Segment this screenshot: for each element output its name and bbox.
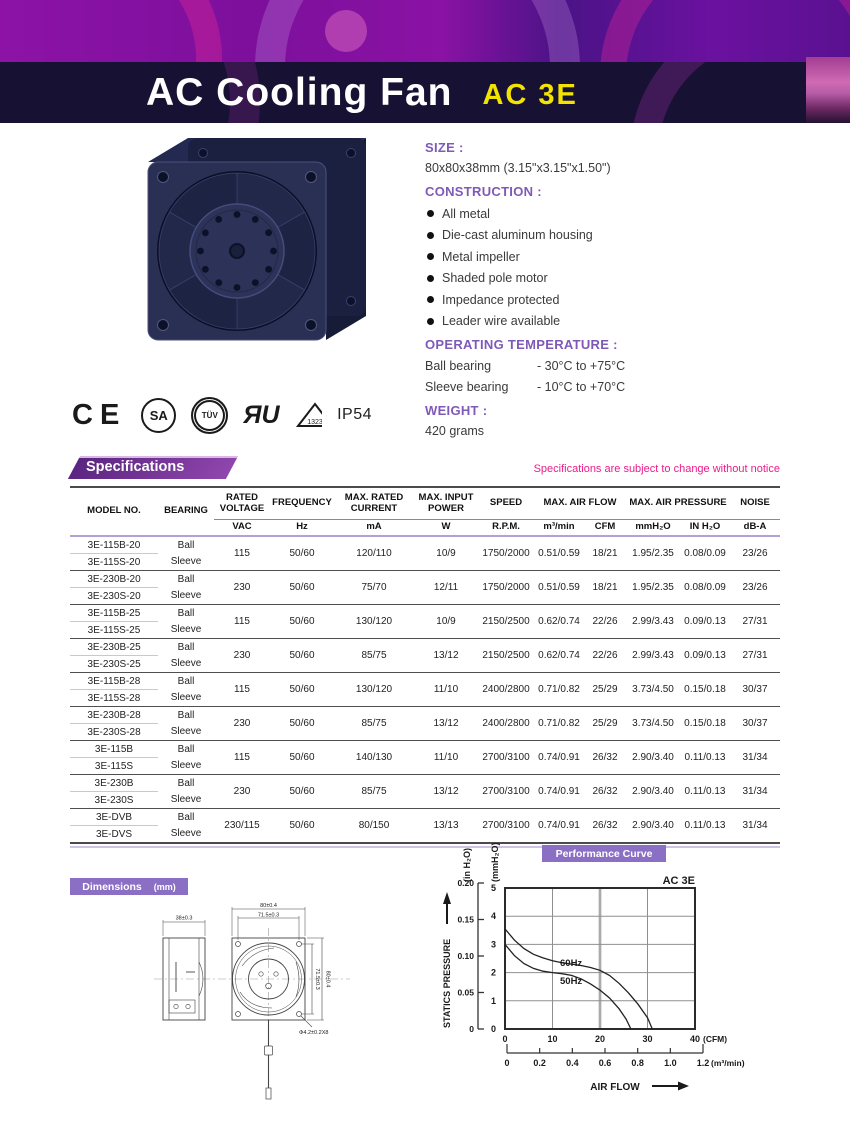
- spec-value-cell: 2.99/3.43: [626, 605, 680, 639]
- bearing-cell: Ball: [158, 741, 214, 758]
- col-header: BEARING: [164, 505, 208, 517]
- svg-text:1323: 1323: [306, 419, 323, 426]
- decor-ring: [0, 0, 222, 62]
- size-heading: SIZE :: [425, 140, 464, 155]
- spec-value-cell: 0.62/0.74: [534, 605, 584, 639]
- secondary-y-tick-label: 0.15: [457, 914, 474, 925]
- dimensions-banner-label: Dimensions: [82, 880, 142, 893]
- secondary-y-tick-label: 0.20: [457, 878, 474, 888]
- spec-value-cell: 50/60: [270, 741, 334, 775]
- dimensions-unit-note: (mm): [153, 881, 176, 892]
- spec-value-cell: 85/75: [334, 639, 414, 673]
- spec-value-cell: 1.95/2.35: [632, 548, 674, 559]
- secondary-x-tick-label: 1.2: [696, 1058, 710, 1068]
- model-cell: 3E-230B-25: [70, 639, 158, 656]
- spec-value-cell: 140/130: [334, 741, 414, 775]
- spec-value-cell: 2700/3100: [478, 775, 534, 809]
- spec-value-cell: 18/21: [584, 571, 626, 605]
- spec-value-cell: 230/115: [214, 809, 270, 844]
- x-axis-tick-label: 20: [594, 1034, 606, 1044]
- spec-value-cell: 50/60: [270, 673, 334, 707]
- bearing-cell: Sleeve: [170, 556, 202, 568]
- unit-header: W: [441, 521, 451, 533]
- spec-value-cell: 0.11/0.13: [680, 809, 730, 844]
- hub-rivet: [202, 229, 209, 236]
- bearing-cell: Ball: [158, 707, 214, 724]
- col-header: FREQUENCY: [270, 487, 334, 520]
- bearing-cell: Sleeve: [170, 692, 202, 704]
- header-decor-band: [0, 0, 850, 62]
- col-header: MAX. RATED CURRENT: [334, 487, 414, 520]
- model-cell: 3E-115S-20: [87, 556, 141, 568]
- dim-height-label: 80±0.4: [324, 970, 331, 988]
- bearing-cell: Sleeve: [170, 794, 202, 806]
- hub-rivet: [234, 211, 241, 218]
- spec-value-cell: 23/26: [730, 571, 780, 605]
- hub-rivet: [252, 216, 259, 223]
- bearing-cell: Sleeve: [170, 658, 202, 670]
- decor-dot: [325, 10, 367, 52]
- spec-value-cell: 115: [214, 673, 270, 707]
- construction-item: Die-cast aluminum housing: [425, 228, 795, 242]
- hub-rivet: [265, 266, 272, 273]
- model-cell: 3E-115B: [70, 741, 158, 758]
- y-axis-tick-label: 0: [490, 1024, 496, 1034]
- model-cell: 3E-230B: [70, 775, 158, 792]
- col-header: MODEL NO.: [87, 505, 141, 517]
- spec-value-cell: 11/10: [414, 741, 478, 775]
- x-axis-primary-unit: (CFM): [703, 1034, 728, 1044]
- spec-value-cell: 2150/2500: [478, 639, 534, 673]
- spec-value-cell: 26/32: [584, 809, 626, 844]
- col-header: MAX. AIR PRESSURE: [626, 487, 730, 520]
- tuv-mark-icon: TÜV: [191, 397, 228, 434]
- spec-value-cell: 230: [214, 775, 270, 809]
- spec-value-cell: 0.15/0.18: [680, 673, 730, 707]
- spec-value-cell: 18/21: [592, 548, 618, 559]
- spec-value-cell: 0.51/0.59: [538, 548, 580, 559]
- spec-value-cell: 27/31: [730, 605, 780, 639]
- spec-value-cell: 130/120: [334, 605, 414, 639]
- spec-value-cell: 0.09/0.13: [680, 605, 730, 639]
- spec-value-cell: 0.62/0.74: [534, 639, 584, 673]
- y-axis-tick-label: 2: [490, 967, 496, 978]
- x-axis-arrow-head: [678, 1082, 689, 1091]
- spec-value-cell: 2.90/3.40: [626, 775, 680, 809]
- table-header: [70, 487, 780, 536]
- construction-item: Metal impeller: [425, 250, 795, 264]
- col-header: SPEED: [478, 487, 534, 520]
- spec-value-cell: 13/12: [414, 707, 478, 741]
- spec-value-cell: 31/34: [730, 741, 780, 775]
- spec-value-cell: 1750/2000: [482, 548, 530, 559]
- unit-header: CFM: [594, 521, 616, 533]
- dim-hole-pitch-v-label: 71.5±0.3: [314, 968, 320, 990]
- spec-row: [70, 639, 780, 656]
- unit-header: Hz: [296, 521, 308, 533]
- hub-rivet: [234, 284, 241, 291]
- bearing-cell: Sleeve: [170, 590, 202, 602]
- spec-row: [70, 536, 780, 554]
- construction-list: [425, 207, 795, 329]
- secondary-y-tick-label: 0.10: [457, 951, 474, 961]
- dim-hole-pitch-label: 71.5±0.3: [257, 912, 280, 919]
- spec-value-cell: 0.11/0.13: [680, 775, 730, 809]
- y-axis-tick-label: 4: [490, 911, 496, 922]
- construction-item: All metal: [425, 207, 795, 221]
- bearing-cell: Ball: [158, 605, 214, 622]
- temperature-range: - 10°C to +70°C: [537, 380, 626, 394]
- bearing-cell: Sleeve: [170, 726, 202, 738]
- bearing-type-label: Ball bearing: [425, 359, 492, 373]
- triangle-1323-icon: [295, 401, 323, 429]
- spec-value-cell: 3.73/4.50: [626, 673, 680, 707]
- spec-value-cell: 2.99/3.43: [626, 639, 680, 673]
- model-cell: 3E-115B-25: [70, 605, 158, 622]
- temperature-row: [425, 359, 795, 373]
- spec-row: [70, 707, 780, 724]
- secondary-x-tick-label: 0.4: [566, 1058, 579, 1068]
- bearing-cell: Ball: [177, 539, 195, 551]
- unit-header: mA: [366, 521, 382, 533]
- spec-value-cell: 11/10: [414, 673, 478, 707]
- secondary-x-tick-label: 0: [504, 1058, 510, 1068]
- spec-value-cell: 85/75: [334, 707, 414, 741]
- spec-value-cell: 50/60: [270, 707, 334, 741]
- spec-value-cell: 0.71/0.82: [534, 707, 584, 741]
- spec-value-cell: 12/11: [414, 571, 478, 605]
- spec-value-cell: 50/60: [289, 548, 315, 559]
- bearing-cell: Ball: [158, 571, 214, 588]
- spec-value-cell: 0.09/0.13: [680, 639, 730, 673]
- spec-value-cell: 13/13: [414, 809, 478, 844]
- spec-value-cell: 230: [214, 571, 270, 605]
- spec-value-cell: 230: [214, 639, 270, 673]
- spec-value-cell: 30/37: [730, 673, 780, 707]
- y-axis-primary-unit: (mmH₂O): [490, 842, 500, 882]
- secondary-y-tick-label: 0: [469, 1024, 474, 1034]
- x-axis-title: AIR FLOW: [590, 1082, 640, 1093]
- spec-value-cell: 31/34: [730, 775, 780, 809]
- spec-value-cell: 0.08/0.09: [684, 548, 726, 559]
- bearing-cell: Ball: [158, 639, 214, 656]
- bearing-type-label: Sleeve bearing: [425, 380, 509, 394]
- spec-change-notice: Specifications are subject to change without notice: [533, 463, 780, 475]
- model-cell: 3E-230B-28: [70, 707, 158, 724]
- construction-heading: CONSTRUCTION :: [425, 184, 542, 199]
- unit-header: VAC: [232, 521, 252, 533]
- construction-item: Shaded pole motor: [425, 271, 795, 285]
- hub-rivet: [252, 279, 259, 286]
- x-axis-tick-label: 30: [642, 1034, 653, 1044]
- col-header: MAX. INPUT POWER: [414, 487, 478, 520]
- weight-heading: WEIGHT :: [425, 403, 488, 418]
- spec-value-cell: 23/26: [742, 548, 768, 559]
- x-axis-tick-label: 40: [689, 1034, 701, 1044]
- spec-value-cell: 2.90/3.40: [626, 809, 680, 844]
- spec-value-cell: 0.15/0.18: [680, 707, 730, 741]
- construction-item: Leader wire available: [425, 314, 795, 328]
- hub-rivet: [215, 279, 222, 286]
- decor-ring: [600, 0, 850, 62]
- spec-value-cell: 50/60: [270, 809, 334, 844]
- model-cell: 3E-115B-28: [70, 673, 158, 690]
- model-cell: 3E-230S-28: [87, 726, 141, 738]
- bearing-cell: Sleeve: [170, 828, 202, 840]
- specifications-banner: [74, 456, 232, 479]
- size-value: 80x80x38mm (3.15"x3.15"x1.50"): [425, 161, 611, 175]
- table-body: [70, 536, 780, 843]
- chart-title: AC 3E: [662, 875, 695, 887]
- hub-rivet: [202, 266, 209, 273]
- model-cell: 3E-230S-25: [87, 658, 141, 670]
- dimension-drawing: [150, 900, 365, 1120]
- spec-value-cell: 13/12: [414, 775, 478, 809]
- bearing-cell: Ball: [158, 809, 214, 826]
- spec-value-cell: 0.51/0.59: [534, 571, 584, 605]
- spec-value-cell: 0.74/0.91: [534, 809, 584, 844]
- spec-value-cell: 0.74/0.91: [534, 741, 584, 775]
- spec-value-cell: 31/34: [730, 809, 780, 844]
- secondary-x-tick-label: 0.8: [631, 1058, 644, 1068]
- x-axis-tick-label: 0: [502, 1034, 508, 1044]
- spec-value-cell: 2150/2500: [478, 605, 534, 639]
- product-photo: [136, 132, 421, 347]
- y-axis-tick-label: 3: [490, 939, 496, 950]
- product-info: [425, 140, 795, 438]
- specifications-table-wrap: [70, 486, 780, 848]
- series-label: 60Hz: [560, 958, 583, 969]
- model-cell: 3E-115S: [94, 760, 134, 772]
- spec-value-cell: 50/60: [270, 775, 334, 809]
- spec-row: [70, 605, 780, 622]
- x-axis-tick-label: 10: [547, 1034, 558, 1044]
- col-header: NOISE: [730, 487, 780, 520]
- unit-header: IN H₂O: [689, 521, 721, 533]
- secondary-x-tick-label: 0.6: [598, 1058, 612, 1068]
- bearing-cell: Ball: [158, 775, 214, 792]
- spec-value-cell: 13/12: [414, 639, 478, 673]
- operating-temperature-heading: OPERATING TEMPERATURE :: [425, 337, 618, 352]
- hub-rivet: [215, 216, 222, 223]
- csa-mark-icon: SA: [141, 398, 176, 433]
- dim-width-label: 80±0.4: [260, 903, 277, 909]
- spec-value-cell: 75/70: [334, 571, 414, 605]
- spec-value-cell: 230: [214, 707, 270, 741]
- spec-value-cell: 0.08/0.09: [680, 571, 730, 605]
- spec-value-cell: 1750/2000: [478, 571, 534, 605]
- model-cell: 3E-115S-28: [87, 692, 141, 704]
- spec-value-cell: 10/9: [436, 548, 456, 559]
- unit-header: R.P.M.: [492, 521, 520, 533]
- spec-value-cell: 0.74/0.91: [534, 775, 584, 809]
- weight-value: 420 grams: [425, 424, 485, 438]
- spec-value-cell: 2400/2800: [478, 673, 534, 707]
- hub-rivet: [197, 248, 204, 255]
- specifications-banner-label: Specifications: [86, 459, 185, 475]
- dim-mounting-hole-label: Φ4.2±0.2X8: [299, 1030, 329, 1036]
- y-axis-tick-label: 5: [490, 883, 496, 893]
- model-cell: 3E-230B-20: [70, 571, 158, 588]
- x-axis-secondary-unit: (m³/min): [711, 1058, 745, 1068]
- spec-value-cell: 2700/3100: [478, 741, 534, 775]
- spec-value-cell: 85/75: [334, 775, 414, 809]
- col-header: MAX. AIR FLOW: [534, 487, 626, 520]
- decor-ring: [255, 0, 580, 62]
- spec-value-cell: 27/31: [730, 639, 780, 673]
- temperature-range: - 30°C to +75°C: [537, 359, 626, 373]
- dim-depth-label: 38±0.3: [175, 915, 193, 922]
- spec-value-cell: 115: [234, 548, 250, 559]
- specifications-table: [70, 486, 780, 844]
- y-axis-title: STATICS PRESSURE: [442, 938, 452, 1028]
- spec-row: [70, 741, 780, 758]
- spec-value-cell: 26/32: [584, 741, 626, 775]
- spec-value-cell: 2700/3100: [478, 809, 534, 844]
- spec-value-cell: 22/26: [584, 639, 626, 673]
- unit-header: dB-A: [743, 521, 767, 533]
- spec-value-cell: 130/120: [334, 673, 414, 707]
- spec-value-cell: 2.90/3.40: [626, 741, 680, 775]
- ip-rating: IP54: [337, 406, 372, 423]
- series-code: AC 3E: [482, 79, 578, 111]
- temperature-row: [425, 380, 795, 394]
- spec-value-cell: 50/60: [270, 605, 334, 639]
- construction-item: Impedance protected: [425, 293, 795, 307]
- certification-marks: [72, 393, 372, 437]
- page-title: AC Cooling Fan: [146, 70, 453, 114]
- spec-value-cell: 22/26: [584, 605, 626, 639]
- model-cell: 3E-DVS: [95, 828, 133, 840]
- spec-value-cell: 115: [214, 605, 270, 639]
- unit-header: m³/min: [543, 521, 575, 533]
- model-cell: 3E-115B-20: [70, 536, 158, 554]
- ul-mark-icon: ЯU: [243, 400, 280, 429]
- ce-mark-icon: CE: [72, 398, 127, 431]
- bearing-cell: Ball: [158, 673, 214, 690]
- performance-curve-chart: [430, 842, 850, 1112]
- spec-value-cell: 26/32: [584, 775, 626, 809]
- hub-rivet: [270, 248, 277, 255]
- spec-value-cell: 0.71/0.82: [534, 673, 584, 707]
- spec-value-cell: 30/37: [730, 707, 780, 741]
- dimensions-banner: [70, 878, 188, 895]
- col-header: RATED VOLTAGE: [214, 487, 270, 520]
- spec-row: [70, 673, 780, 690]
- performance-curve-banner-label: Performance Curve: [555, 847, 653, 860]
- bearing-cell: Sleeve: [170, 760, 202, 772]
- spec-value-cell: 25/29: [584, 707, 626, 741]
- secondary-y-tick-label: 0.05: [457, 987, 474, 998]
- spec-value-cell: 115: [214, 741, 270, 775]
- spec-row: [70, 775, 780, 792]
- decor-photo-strip: [806, 57, 850, 123]
- y-axis-arrow-head: [443, 892, 451, 904]
- model-cell: 3E-230S: [94, 794, 134, 806]
- model-cell: 3E-DVB: [70, 809, 158, 826]
- hub-rivet: [265, 229, 272, 236]
- secondary-x-tick-label: 0.2: [533, 1058, 546, 1068]
- y-axis-tick-label: 1: [490, 995, 496, 1006]
- spec-value-cell: 120/110: [356, 548, 392, 559]
- spec-value-cell: 50/60: [270, 571, 334, 605]
- spec-row: [70, 809, 780, 826]
- model-cell: 3E-115S-25: [87, 624, 141, 636]
- spec-value-cell: 10/9: [414, 605, 478, 639]
- model-cell: 3E-230S-20: [87, 590, 141, 602]
- spec-value-cell: 50/60: [270, 639, 334, 673]
- y-axis-secondary-unit: (in H₂O): [462, 848, 472, 882]
- bearing-cell: Sleeve: [170, 624, 202, 636]
- spec-value-cell: 3.73/4.50: [626, 707, 680, 741]
- spec-value-cell: 2400/2800: [478, 707, 534, 741]
- spec-value-cell: 1.95/2.35: [626, 571, 680, 605]
- secondary-x-tick-label: 1.0: [664, 1058, 677, 1068]
- spec-value-cell: 80/150: [334, 809, 414, 844]
- series-label: 50Hz: [560, 976, 583, 987]
- spec-row: [70, 571, 780, 588]
- spec-value-cell: 25/29: [584, 673, 626, 707]
- unit-header: mmH₂O: [635, 521, 671, 533]
- spec-value-cell: 0.11/0.13: [680, 741, 730, 775]
